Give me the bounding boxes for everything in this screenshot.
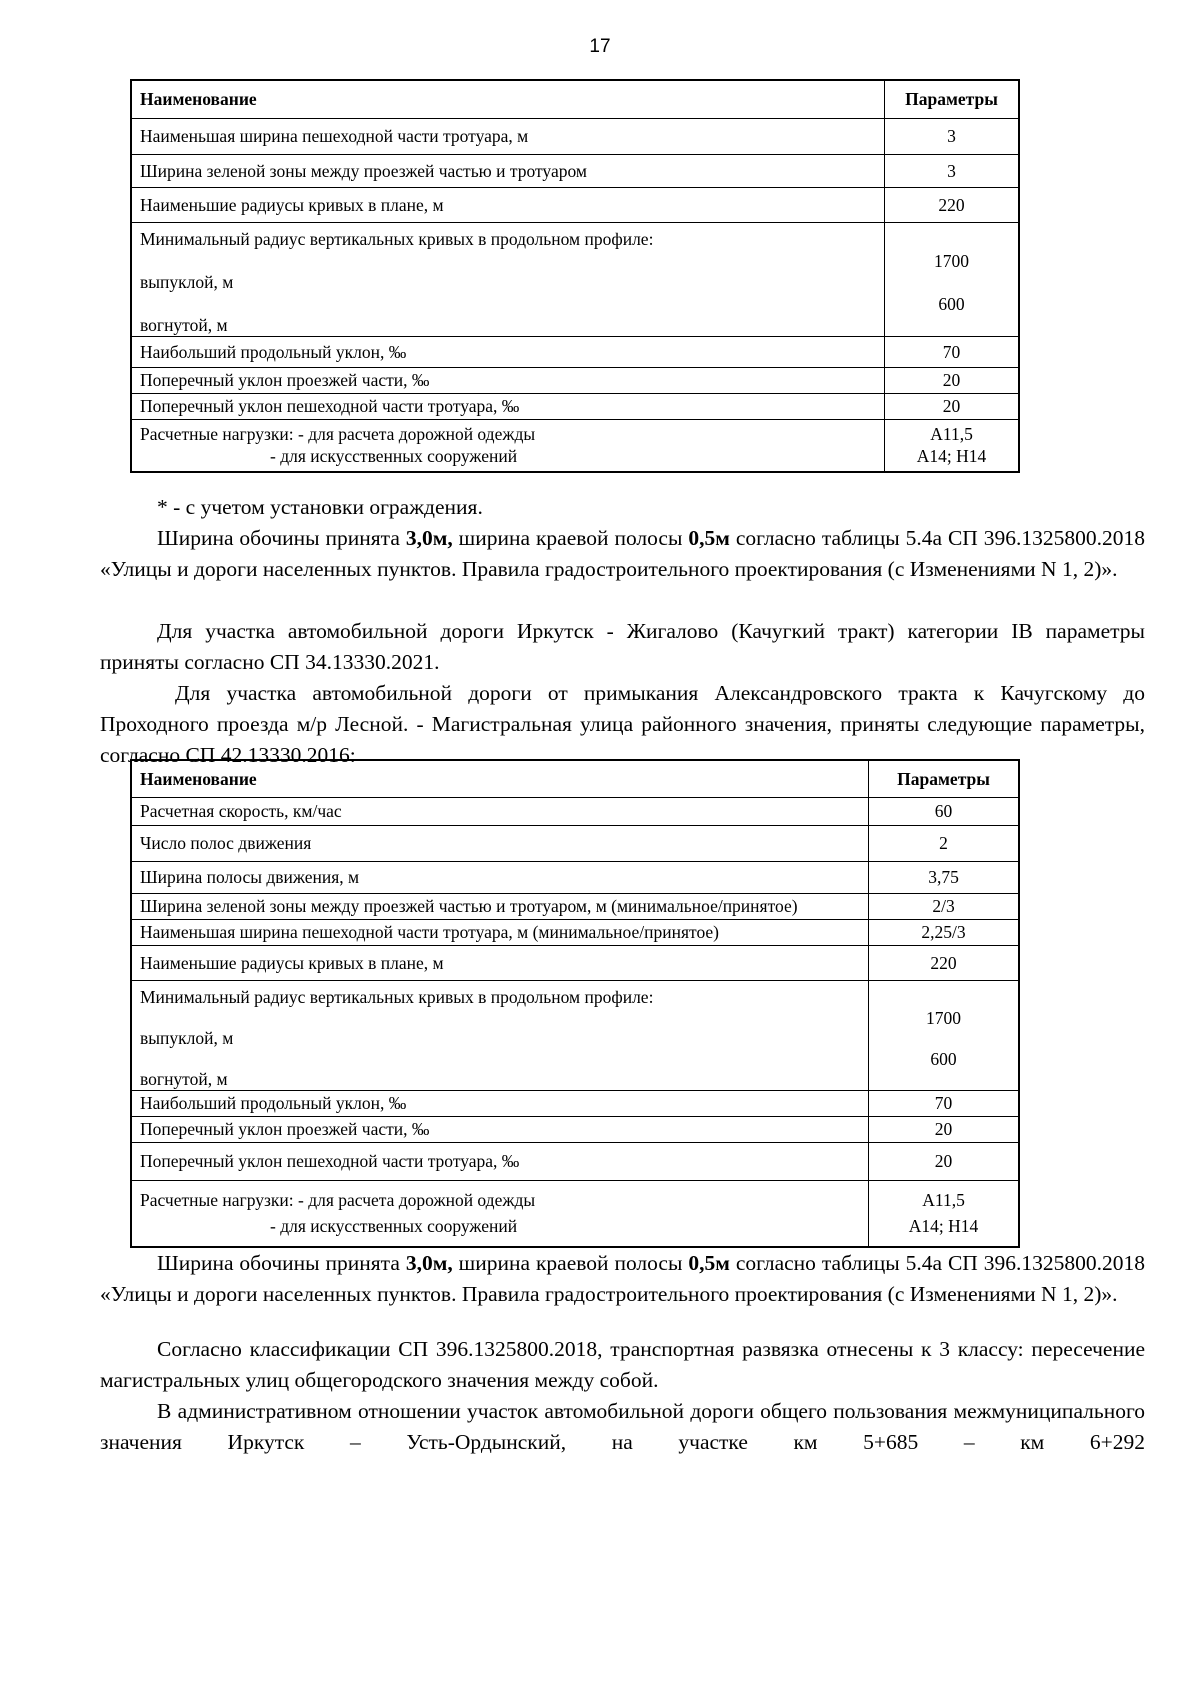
row-name: Наименьшие радиусы кривых в плане, м bbox=[132, 946, 869, 981]
row-value: 3,75 bbox=[869, 862, 1019, 894]
row-value: 2,25/3 bbox=[869, 920, 1019, 946]
table-row bbox=[132, 188, 1019, 223]
row-name: Поперечный уклон пешеходной части тротуара, ‰ bbox=[132, 1143, 869, 1181]
row-value: 3 bbox=[885, 119, 1019, 155]
text-run: Ширина обочины принята bbox=[157, 526, 406, 550]
row-value: 220 bbox=[885, 188, 1019, 223]
vertical-convex-label: выпуклой, м bbox=[140, 272, 234, 292]
row-value: 20 bbox=[869, 1143, 1019, 1181]
paragraph-alexandrovsky bbox=[100, 678, 1145, 771]
paragraph-administrative bbox=[100, 1396, 1145, 1458]
table-row bbox=[132, 119, 1019, 155]
header-params: Параметры bbox=[885, 81, 1019, 119]
table-header-row bbox=[132, 761, 1019, 798]
page-number: 17 bbox=[589, 36, 611, 57]
footnote bbox=[100, 492, 1145, 523]
vertical-convex-label: выпуклой, м bbox=[140, 1028, 234, 1048]
vertical-concave-label: вогнутой, м bbox=[140, 315, 228, 335]
vertical-convex-value: 1700 bbox=[926, 1007, 962, 1028]
vertical-title: Минимальный радиус вертикальных кривых в продольном профиле: bbox=[140, 987, 654, 1007]
table-row-loads bbox=[132, 1181, 1019, 1247]
table-row-vertical-curves bbox=[132, 981, 1019, 1091]
table-row bbox=[132, 798, 1019, 826]
loads-value-1: А11,5 bbox=[922, 1189, 965, 1210]
loads-line-1: Расчетные нагрузки: - для расчета дорожной одежды bbox=[140, 1189, 536, 1210]
row-name: Ширина полосы движения, м bbox=[132, 862, 869, 894]
loads-value-1: А11,5 bbox=[930, 423, 973, 444]
row-value: 20 bbox=[885, 368, 1019, 394]
text-run: согласно таблицы 5.4а СП 396.1325800.2018 «Улицы и дороги населенных пунктов. Правила градостроительного проектирования (с Изменениями N 1, 2)». bbox=[100, 1251, 1146, 1306]
vertical-concave-value: 600 bbox=[938, 293, 965, 314]
text-run: ширина краевой полосы bbox=[452, 526, 689, 550]
paragraph-shoulder-width bbox=[100, 523, 1145, 585]
row-name: Поперечный уклон пешеходной части тротуара, ‰ bbox=[132, 394, 885, 420]
text-bold: 3,0м, bbox=[405, 1251, 453, 1275]
table-row bbox=[132, 1091, 1019, 1117]
row-value: 20 bbox=[869, 1117, 1019, 1143]
text-bold: 0,5м bbox=[688, 1251, 730, 1275]
row-name: Ширина зеленой зоны между проезжей частью и тротуаром bbox=[132, 155, 885, 188]
table-row bbox=[132, 862, 1019, 894]
loads-value-2: А14; Н14 bbox=[908, 1215, 979, 1236]
text-run: согласно таблицы 5.4а СП 396.1325800.2018 «Улицы и дороги населенных пунктов. Правила градостроительного проектирования (с Изменениями N 1, 2)». bbox=[100, 526, 1146, 581]
table-row bbox=[132, 368, 1019, 394]
table-row bbox=[132, 826, 1019, 862]
row-value: 2 bbox=[869, 826, 1019, 862]
text-bold: 0,5м bbox=[688, 526, 730, 550]
table-row bbox=[132, 1117, 1019, 1143]
loads-line-2: - для искусственных сооружений bbox=[270, 445, 518, 466]
table-row bbox=[132, 894, 1019, 920]
row-name: Ширина зеленой зоны между проезжей частью и тротуаром, м (минимальное/принятое) bbox=[132, 894, 869, 920]
row-name: Число полос движения bbox=[132, 826, 869, 862]
row-value: 70 bbox=[869, 1091, 1019, 1117]
row-value: 220 bbox=[869, 946, 1019, 981]
row-value: 70 bbox=[885, 337, 1019, 368]
vertical-concave-label: вогнутой, м bbox=[140, 1069, 228, 1089]
loads-line-1: Расчетные нагрузки: - для расчета дорожной одежды bbox=[140, 423, 536, 444]
row-value: 3 bbox=[885, 155, 1019, 188]
loads-line-2: - для искусственных сооружений bbox=[270, 1215, 518, 1236]
parameters-table-2 bbox=[131, 760, 1019, 1247]
row-value: 60 bbox=[869, 798, 1019, 826]
table-row-vertical-curves bbox=[132, 223, 1019, 337]
header-name: Наименование bbox=[132, 81, 885, 119]
row-name: Поперечный уклон проезжей части, ‰ bbox=[132, 368, 885, 394]
row-name: Наименьшая ширина пешеходной части тротуара, м bbox=[132, 119, 885, 155]
paragraph-text: В административном отношении участок автомобильной дороги общего пользования межмуниципального значения Иркутск – Усть-Ордынский, на участке км 5+685 – км 6+292 bbox=[100, 1399, 1145, 1454]
row-name: Наименьшие радиусы кривых в плане, м bbox=[132, 188, 885, 223]
text-run: ширина краевой полосы bbox=[452, 1251, 689, 1275]
loads-value-2: А14; Н14 bbox=[916, 445, 987, 466]
row-name: Наименьшая ширина пешеходной части тротуара, м (минимальное/принятое) bbox=[132, 920, 869, 946]
paragraph-irkutsk-zhigalovo bbox=[100, 616, 1145, 678]
text-bold: 3,0м, bbox=[405, 526, 453, 550]
table-row-loads bbox=[132, 420, 1019, 472]
footnote-text: * - с учетом установки ограждения. bbox=[157, 495, 483, 519]
vertical-convex-value: 1700 bbox=[934, 250, 970, 271]
text-run: Ширина обочины принята bbox=[157, 1251, 406, 1275]
header-params: Параметры bbox=[869, 761, 1019, 798]
table-row bbox=[132, 337, 1019, 368]
vertical-title: Минимальный радиус вертикальных кривых в продольном профиле: bbox=[140, 229, 654, 249]
row-value: 20 bbox=[885, 394, 1019, 420]
paragraph-classification bbox=[100, 1334, 1145, 1396]
table-header-row bbox=[132, 81, 1019, 119]
paragraph-text: Для участка автомобильной дороги от примыкания Александровского тракта к Качугскому до Проходного проезда м/р Лесной. - Магистральная улица районного значения, приняты следующие параметры, согласно СП 42.13330.2016: bbox=[100, 681, 1145, 767]
table-row bbox=[132, 946, 1019, 981]
table-row bbox=[132, 394, 1019, 420]
parameters-table-1 bbox=[131, 80, 1019, 472]
row-value: 2/3 bbox=[869, 894, 1019, 920]
vertical-concave-value: 600 bbox=[930, 1048, 957, 1069]
table-row bbox=[132, 1143, 1019, 1181]
paragraph-text: Согласно классификации СП 396.1325800.2018, транспортная развязка отнесены к 3 классу: пересечение магистральных улиц общегородского значения между собой. bbox=[100, 1337, 1145, 1392]
table-row bbox=[132, 155, 1019, 188]
row-name: Поперечный уклон проезжей части, ‰ bbox=[132, 1117, 869, 1143]
header-name: Наименование bbox=[132, 761, 869, 798]
row-name: Наибольший продольный уклон, ‰ bbox=[132, 1091, 869, 1117]
row-name: Наибольший продольный уклон, ‰ bbox=[132, 337, 885, 368]
row-name: Расчетная скорость, км/час bbox=[132, 798, 869, 826]
paragraph-text: Для участка автомобильной дороги Иркутск - Жигалово (Качугкий тракт) категории IВ параметры приняты согласно СП 34.13330.2021. bbox=[100, 619, 1145, 674]
table-row bbox=[132, 920, 1019, 946]
paragraph-shoulder-width-2 bbox=[100, 1248, 1145, 1310]
